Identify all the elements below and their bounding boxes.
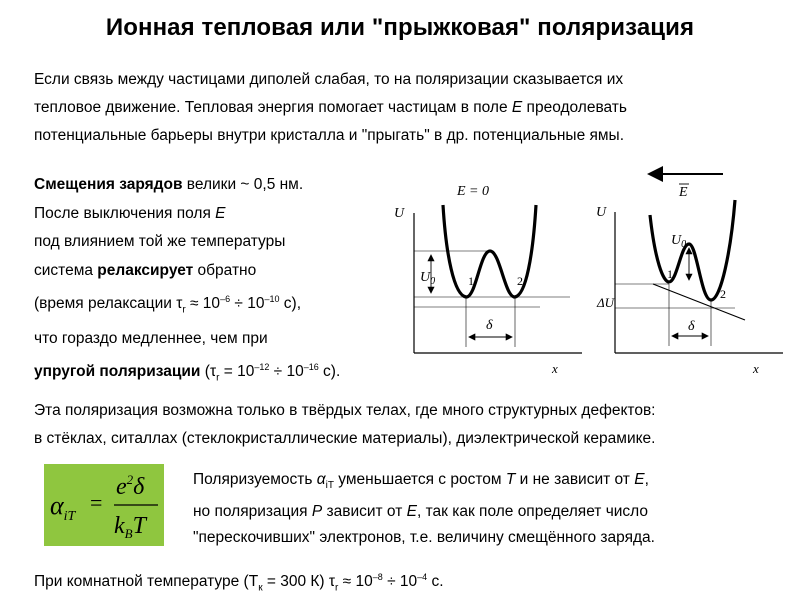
intro-line-1: Если связь между частицами диполей слабая, то на поляризации сказывается их <box>34 71 624 88</box>
delta-label: δ <box>688 319 695 334</box>
defects-paragraph <box>34 397 794 453</box>
potential-diagram-with-field <box>585 160 795 385</box>
delta-label: δ <box>486 318 493 333</box>
left-line-3: под влиянием той же температуры <box>34 233 286 250</box>
well2-label: 2 <box>517 274 523 288</box>
displacement-text <box>34 171 340 393</box>
barrier-label: $U_0$ <box>420 270 436 287</box>
left-line-6: что гораздо медленнее, чем при <box>34 329 268 347</box>
formula-svg <box>44 464 164 546</box>
intro-line-2: тепловое движение. Тепловая энергия помогает частицам в поле E преодолевать <box>34 99 627 116</box>
polar-line-2: но поляризация P зависит от E, так как поле определяет число <box>193 503 649 521</box>
left-line-4: система релаксирует обратно <box>34 261 257 279</box>
left-line-1: Смещения зарядов велики ~ 0,5 нм. <box>34 176 304 193</box>
polarizability-paragraph <box>193 467 793 551</box>
slide-title: Ионная тепловая или "прыжковая" поляризация <box>105 14 695 41</box>
well1-label: 1 <box>468 274 474 288</box>
polar-line-3: "перескочивших" электронов, т.е. величину смещённого заряда. <box>193 529 655 547</box>
well2-label: 2 <box>720 287 726 301</box>
left-line-2: После выключения поля E <box>34 204 226 222</box>
polar-line-1: Поляризуемость $\alpha_{iT}$ уменьшается с ростом T и не зависит от E, <box>193 471 649 492</box>
y-axis-label: U <box>394 206 405 221</box>
left-line-7: упругой поляризации ($\tau_r = 10^{-12} \div 10^{-16}$ с). <box>34 362 341 384</box>
formula-equals: = <box>90 490 103 515</box>
x-axis-label: x <box>753 361 759 376</box>
well1-label: 1 <box>667 267 673 281</box>
formula-numerator: $e^2\delta$ <box>116 472 145 500</box>
intro-line-3: потенциальные барьеры внутри кристалла и "прыгать" в др. потенциальные ямы. <box>34 127 624 144</box>
defects-line-2: в стёклах, ситаллах (стеклокристаллические материалы), диэлектрической керамике. <box>34 430 656 447</box>
potential-diagram-no-field <box>390 175 595 385</box>
polarizability-formula <box>44 464 164 546</box>
intro-paragraph <box>34 66 774 150</box>
field-label: E <box>679 185 688 200</box>
tilt-line <box>653 284 745 320</box>
y-axis-label: U <box>596 205 607 220</box>
barrier-label: $U_0$ <box>671 233 687 250</box>
x-axis-label: x <box>552 361 558 376</box>
left-line-5: (время релаксации $\tau_r \approx 10^{-6} \div 10^{-10}$ с), <box>34 294 302 316</box>
field-label: E = 0 <box>457 184 489 199</box>
tilted-double-well-curve <box>650 200 735 300</box>
delta-u-label: ΔU <box>597 295 615 310</box>
formula-lhs: $\alpha_{iT}$ <box>50 491 76 524</box>
formula-denominator: $k_BT$ <box>114 513 146 541</box>
defects-line-1: Эта поляризация возможна только в твёрдых телах, где много структурных дефектов: <box>34 402 656 419</box>
room-temperature-line: При комнатной температуре ($Т_к = 300$ К) $\tau_r \approx 10^{-8} \div 10^{-4}$ с. <box>34 572 444 594</box>
